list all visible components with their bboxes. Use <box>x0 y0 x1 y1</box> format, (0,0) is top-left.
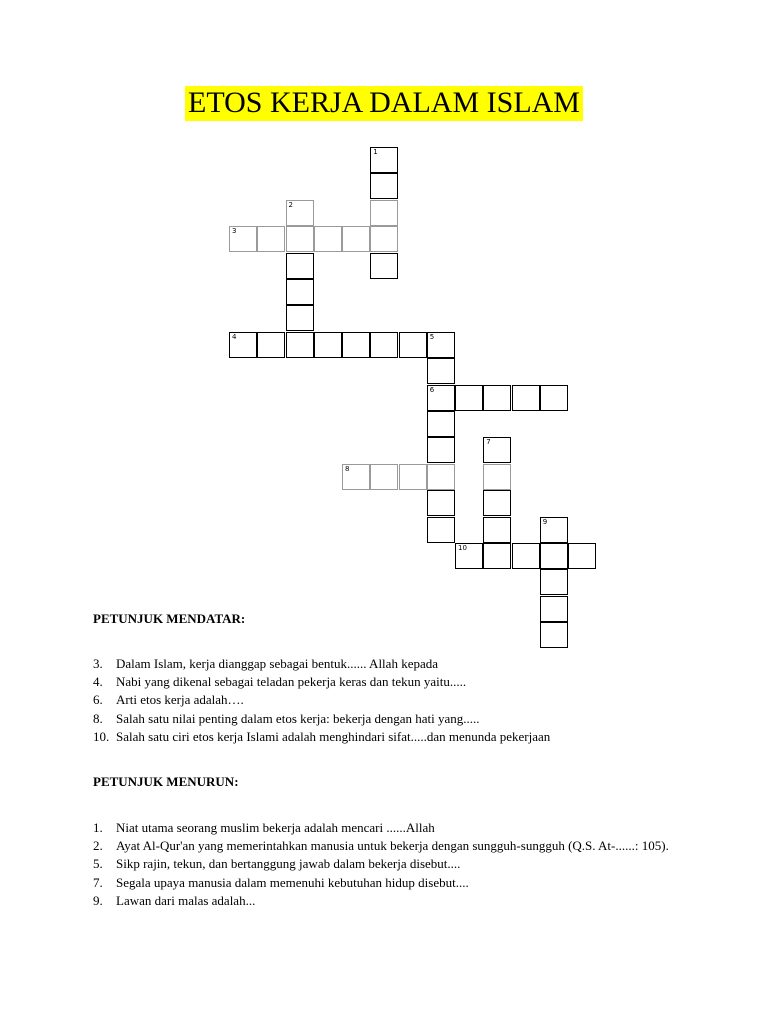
crossword-cell[interactable] <box>483 543 511 569</box>
clue-number: 5. <box>93 856 103 872</box>
crossword-cell[interactable] <box>540 517 568 543</box>
across-clue <box>93 691 676 709</box>
crossword-cell[interactable] <box>370 253 398 279</box>
clue-number: 10. <box>93 728 110 744</box>
across-clue <box>93 728 676 746</box>
clue-number: 3. <box>93 656 103 671</box>
clue-text: Ayat Al-Qur'an yang memerintahkan manusia untuk bekerja dengan sungguh-sungguh (Q.S. At-......: 105). <box>116 838 669 854</box>
across-clue <box>93 710 676 728</box>
crossword-cell[interactable] <box>483 517 511 543</box>
clue-text: Salah satu ciri etos kerja Islami adalah menghindari sifat.....dan menunda pekerjaan <box>116 728 551 744</box>
across-clue <box>93 655 676 673</box>
crossword-cell[interactable] <box>512 543 540 569</box>
crossword-cell[interactable] <box>427 358 455 384</box>
down-clue <box>93 892 676 910</box>
crossword-cell[interactable] <box>370 173 398 199</box>
crossword-cell[interactable] <box>399 332 427 358</box>
crossword-cell[interactable] <box>229 226 257 252</box>
crossword-cell[interactable] <box>286 279 314 305</box>
crossword-clue-number: 5 <box>429 332 435 341</box>
crossword-clue-number: 8 <box>345 464 350 473</box>
clue-text: Nabi yang dikenal sebagai teladan pekerja keras dan tekun yaitu..... <box>116 674 467 690</box>
clue-text: Niat utama seorang muslim bekerja adalah mencari ......Allah <box>116 820 435 835</box>
down-clue <box>93 819 676 837</box>
clue-number: 9. <box>93 892 103 908</box>
crossword-clue-number: 2 <box>288 200 293 209</box>
crossword-cell[interactable] <box>370 200 398 226</box>
crossword-cell[interactable] <box>342 464 370 490</box>
crossword-cell[interactable] <box>370 147 398 173</box>
clue-text: Salah satu nilai penting dalam etos kerja: bekerja dengan hati yang..... <box>116 710 480 726</box>
crossword-cell[interactable] <box>370 464 398 490</box>
crossword-cell[interactable] <box>427 464 455 490</box>
down-clue <box>93 855 676 873</box>
crossword-cell[interactable] <box>540 543 568 569</box>
crossword-cell[interactable] <box>370 332 398 358</box>
crossword-cell[interactable] <box>483 437 511 463</box>
across-clue <box>93 673 676 691</box>
down-clue <box>93 874 676 892</box>
crossword-clue-number: 3 <box>232 227 237 236</box>
crossword-clue-number: 9 <box>542 517 548 526</box>
crossword-cell[interactable] <box>540 596 568 622</box>
clue-number: 8. <box>93 710 103 726</box>
crossword-cell[interactable] <box>342 332 370 358</box>
crossword-cell[interactable] <box>483 385 511 411</box>
crossword-cell[interactable] <box>314 226 342 252</box>
crossword-clue-number: 10 <box>458 544 467 552</box>
crossword-cell[interactable] <box>286 253 314 279</box>
crossword-cell[interactable] <box>427 411 455 437</box>
crossword-cell[interactable] <box>342 226 370 252</box>
clue-text: Lawan dari malas adalah... <box>116 892 256 908</box>
crossword-cell[interactable] <box>455 543 483 569</box>
crossword-clue-number: 7 <box>486 438 491 447</box>
down-clue-list <box>93 819 676 910</box>
across-clue-list <box>93 655 676 746</box>
clue-number: 7. <box>93 874 103 890</box>
crossword-cell[interactable] <box>257 226 285 252</box>
clue-number: 4. <box>93 674 103 690</box>
clue-number: 6. <box>93 692 103 708</box>
crossword-clue-number: 4 <box>232 332 237 341</box>
clue-text: Sikp rajin, tekun, dan bertanggung jawab dalam bekerja disebut.... <box>116 856 461 872</box>
across-heading: PETUNJUK MENDATAR: <box>93 611 246 626</box>
crossword-cell[interactable] <box>540 385 568 411</box>
crossword-cell[interactable] <box>286 305 314 331</box>
crossword-cell[interactable] <box>568 543 596 569</box>
clue-number: 2. <box>93 838 103 854</box>
crossword-cell[interactable] <box>427 385 455 411</box>
down-heading: PETUNJUK MENURUN: <box>93 774 239 789</box>
crossword-clue-number: 6 <box>429 385 435 394</box>
crossword-cell[interactable] <box>427 437 455 463</box>
crossword-cell[interactable] <box>540 569 568 595</box>
crossword-cell[interactable] <box>229 332 257 358</box>
crossword-cell[interactable] <box>512 385 540 411</box>
crossword-cell[interactable] <box>370 226 398 252</box>
crossword-cell[interactable] <box>455 385 483 411</box>
clue-number: 1. <box>93 820 103 835</box>
crossword-cell[interactable] <box>483 464 511 490</box>
clue-text: Dalam Islam, kerja dianggap sebagai bentuk...... Allah kepada <box>116 656 439 671</box>
down-clue <box>93 837 676 855</box>
crossword-cell[interactable] <box>286 332 314 358</box>
crossword-cell[interactable] <box>427 517 455 543</box>
page-title: ETOS KERJA DALAM ISLAM <box>185 86 583 121</box>
crossword-cell[interactable] <box>286 226 314 252</box>
crossword-cell[interactable] <box>399 464 427 490</box>
crossword-cell[interactable] <box>286 200 314 226</box>
crossword-cell[interactable] <box>540 622 568 648</box>
crossword-cell[interactable] <box>483 490 511 516</box>
crossword-cell[interactable] <box>257 332 285 358</box>
crossword-clue-number: 1 <box>373 148 378 156</box>
crossword-cell[interactable] <box>427 490 455 516</box>
clue-text: Arti etos kerja adalah…. <box>116 692 244 708</box>
crossword-cell[interactable] <box>314 332 342 358</box>
crossword-cell[interactable] <box>427 332 455 358</box>
clue-text: Segala upaya manusia dalam memenuhi kebutuhan hidup disebut.... <box>116 874 469 890</box>
